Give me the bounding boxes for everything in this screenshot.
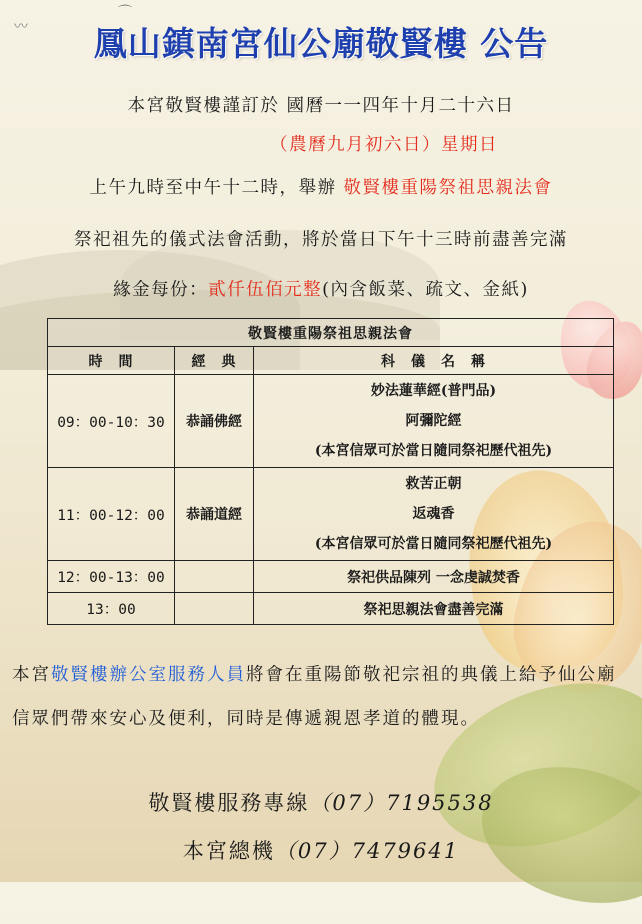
row-time: 12：00-13：00 — [48, 561, 175, 593]
bird-icon: ⌒ — [118, 5, 132, 21]
row-ritual-items — [254, 468, 614, 561]
column-header-scripture: 經 典 — [175, 347, 254, 375]
contact-label: 本宮總機 — [182, 839, 275, 863]
page-title: 鳳山鎮南宮仙公廟敬賢樓 公告 — [93, 24, 549, 63]
ritual-item: 阿彌陀經 — [405, 413, 462, 429]
service-notice — [12, 653, 632, 741]
contact-number: （07）7195538 — [309, 791, 494, 815]
row-scripture — [175, 593, 254, 625]
table-row — [48, 593, 614, 625]
notice-highlight: 敬賢樓辦公室服務人員 — [51, 665, 246, 685]
ritual-item: 祭祀思親法會盡善完滿 — [254, 593, 614, 625]
row-time: 11：00-12：00 — [48, 468, 175, 561]
ritual-item: 祭祀供品陳列 一念虔誠焚香 — [254, 561, 614, 593]
row-scripture — [175, 561, 254, 593]
schedule-table — [47, 318, 614, 625]
table-row — [48, 468, 614, 561]
fee-label: 緣金每份： — [113, 280, 209, 300]
fee-includes: (內含飯菜、疏文、金紙) — [322, 280, 529, 300]
notice-body: 將會在重陽節敬祀宗祖的典儀上給予仙公廟信眾們帶來安心及便利，同時是傳遞親恩孝道的體現。 — [12, 665, 617, 729]
fee-line — [0, 276, 642, 301]
contact-number: （07）7479641 — [274, 839, 460, 863]
row-time: 13：00 — [48, 593, 175, 625]
bird-icon: 〰 — [14, 19, 28, 35]
event-name: 敬賢樓重陽祭祖思親法會 — [343, 178, 553, 198]
row-scripture: 恭誦佛經 — [175, 375, 254, 468]
lunar-date-line: （農曆九月初六日）星期日 — [270, 135, 498, 155]
contact-label: 敬賢樓服務專線 — [148, 791, 310, 815]
notice-prefix: 本宮 — [12, 665, 51, 685]
fee-amount: 貳仟伍佰元整 — [208, 280, 323, 300]
contact-line-service — [0, 787, 642, 817]
ritual-item: 妙法蓮華經(普門品) — [370, 383, 497, 399]
contact-line-main — [0, 835, 642, 865]
ritual-item: (本宮信眾可於當日隨同祭祀歷代祖先) — [314, 536, 553, 552]
announcement-date-line: 本宮敬賢樓謹訂於 國曆一一四年十月二十六日 — [127, 96, 515, 116]
ritual-item: (本宮信眾可於當日隨同祭祀歷代祖先) — [314, 443, 553, 459]
ceremony-description-line: 祭祀祖先的儀式法會活動，將於當日下午十三時前盡善完滿 — [74, 230, 568, 250]
schedule-title: 敬賢樓重陽祭祖思親法會 — [48, 319, 614, 347]
ritual-item: 救苦正朝 — [405, 476, 462, 492]
event-time-line — [0, 174, 642, 199]
event-time-text: 上午九時至中午十二時，舉辦 — [89, 178, 344, 198]
row-ritual-items — [254, 375, 614, 468]
table-row — [48, 375, 614, 468]
row-scripture: 恭誦道經 — [175, 468, 254, 561]
row-time: 09：00-10：30 — [48, 375, 175, 468]
ritual-item: 返魂香 — [412, 506, 455, 522]
table-row — [48, 561, 614, 593]
column-header-time: 時 間 — [48, 347, 175, 375]
column-header-ritual: 科 儀 名 稱 — [254, 347, 614, 375]
